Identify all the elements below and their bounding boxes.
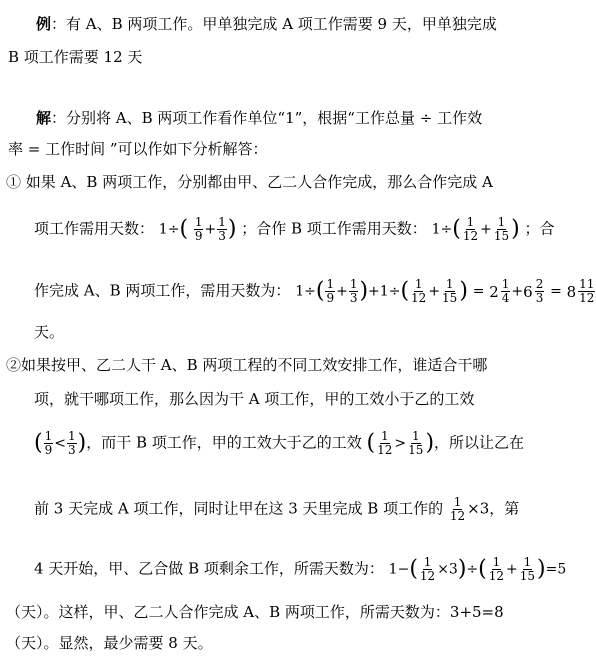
part2-text-5a: 4 天开始，甲、乙合做 B 项剩余工作，所需天数为： <box>34 559 384 578</box>
part1-text-1: 如果 A、B 两项工作，分别都由甲、乙二人合作完成，那么合作完成 A <box>25 173 493 191</box>
part2-text-7: （天）。显然，最少需要 8 天。 <box>6 634 213 652</box>
fraction-1-12-f: $\frac{1}{12}$ <box>488 555 505 583</box>
example-line-1 <box>36 14 497 34</box>
part1-line-4 <box>34 322 64 342</box>
part2-line-3: ( $\frac{1}{9}$ < $\frac{1}{3}$ )，而干 B 项工作，甲的工效大于乙的工效 ( $\frac{1}{12}$ > $\frac{1}{15}$ )，所以让乙在 <box>34 429 525 457</box>
part2-text-3a: ，而干 B 项工作，甲的工效大于乙的工效 <box>86 433 362 452</box>
fraction-1-9-c: $\frac{1}{9}$ <box>44 429 53 457</box>
part1-line-1 <box>6 172 493 192</box>
part1-marker: ① <box>6 173 22 191</box>
fraction-1-12: $\frac{1}{12}$ <box>462 215 479 243</box>
mixed-8-11-12: 8 $\frac{11}{12}$ <box>566 277 595 305</box>
example-label: 例 <box>36 15 52 33</box>
part1-text-2c: ；合 <box>524 219 555 238</box>
part2-text-4a: 前 3 天完成 A 项工作，同时让甲在这 3 天里完成 B 项工作的 <box>34 499 444 518</box>
mixed-6-2-3: 6 $\frac{2}{3}$ <box>523 277 544 305</box>
part2-marker: ② <box>6 356 22 374</box>
fraction-1-12-c: $\frac{1}{12}$ <box>377 429 393 457</box>
fraction-1-3: $\frac{1}{3}$ <box>218 215 226 243</box>
part2-text-2: 项，就干哪项工作，那么因为干 A 项工作，甲的工效小于乙的工效 <box>34 390 475 408</box>
solution-label: 解 <box>36 109 52 127</box>
part1-line-2: 项工作需用天数： 1÷( $\frac{1}{9}$ + $\frac{1}{3}$ ) ；合作 B 项工作需用天数： 1÷( $\frac{1}{12}$ + $\frac{1}{15}$ ) ；合 <box>34 215 555 243</box>
part2-text-3b: ，所以让乙在 <box>434 433 525 452</box>
example-line-2 <box>8 47 142 67</box>
solution-line-1 <box>36 108 482 128</box>
part1-text-2a: 项工作需用天数： <box>34 219 155 238</box>
fraction-1-3-c: $\frac{1}{3}$ <box>67 429 76 457</box>
part1-line-3: 作完成 A、B 两项工作，需用天数为： 1÷( $\frac{1}{9}$ + $\frac{1}{3}$ )+1÷( $\frac{1}{12}$ + $\frac{1}{15}$ ) = 2 $\frac{1}{4}$ + 6 $\frac{2}{3}$ = 8 $\frac{11}{12}$ <box>34 277 595 305</box>
part1-text-2b: ；合作 B 项工作需用天数： <box>241 219 427 238</box>
part2-line-7 <box>6 633 213 653</box>
example-text-1: 有 A、B 两项工作。甲单独完成 A 项工作需要 9 天，甲单独完成 <box>66 15 497 33</box>
fraction-1-15-b: $\frac{1}{15}$ <box>442 277 458 305</box>
fraction-1-12-d: $\frac{1}{12}$ <box>449 495 466 523</box>
fraction-1-3-b: $\frac{1}{3}$ <box>349 277 358 305</box>
part2-text-4b: ×3，第 <box>467 499 520 518</box>
solution-line-2 <box>8 139 268 159</box>
part2-line-1 <box>6 355 487 375</box>
fraction-1-9: $\frac{1}{9}$ <box>194 215 203 243</box>
part2-line-5: 4 天开始，甲、乙合做 B 项剩余工作，所需天数为： 1−( $\frac{1}{12}$ ×3)÷( $\frac{1}{12}$ + $\frac{1}{15}$ )=5 <box>34 555 567 583</box>
solution-text-2: 率 = 工作时间 ”可以作如下分析解答： <box>8 140 268 158</box>
fraction-1-15-f: $\frac{1}{15}$ <box>519 555 536 583</box>
fraction-1-12-e: $\frac{1}{12}$ <box>419 555 436 583</box>
example-colon: ： <box>51 15 67 33</box>
fraction-1-15: $\frac{1}{15}$ <box>493 215 510 243</box>
part1-text-3a: 作完成 A、B 两项工作，需用天数为： <box>34 281 291 300</box>
part1-text-4: 天。 <box>34 323 65 341</box>
solution-text-1: 分别将 A、B 两项工作看作单位“1”，根据“工作总量 ÷ 工作效 <box>66 109 483 127</box>
mixed-2-1-4: 2 $\frac{1}{4}$ <box>489 277 510 305</box>
fraction-1-9-b: $\frac{1}{9}$ <box>326 277 335 305</box>
fraction-1-12-b: $\frac{1}{12}$ <box>411 277 427 305</box>
example-text-2: B 项工作需要 12 天 <box>8 48 143 66</box>
part2-text-1: 如果按甲、乙二人干 A、B 两项工程的不同工效安排工作，谁适合干哪 <box>21 356 488 374</box>
solution-colon: ： <box>51 109 67 127</box>
part2-line-4 <box>34 496 519 523</box>
part2-line-6 <box>6 602 504 622</box>
part2-line-2 <box>34 389 474 409</box>
part2-text-6: （天）。这样，甲、乙二人合作完成 A、B 两项工作，所需天数为：3+5=8 <box>6 603 504 621</box>
fraction-1-15-c: $\frac{1}{15}$ <box>408 429 424 457</box>
